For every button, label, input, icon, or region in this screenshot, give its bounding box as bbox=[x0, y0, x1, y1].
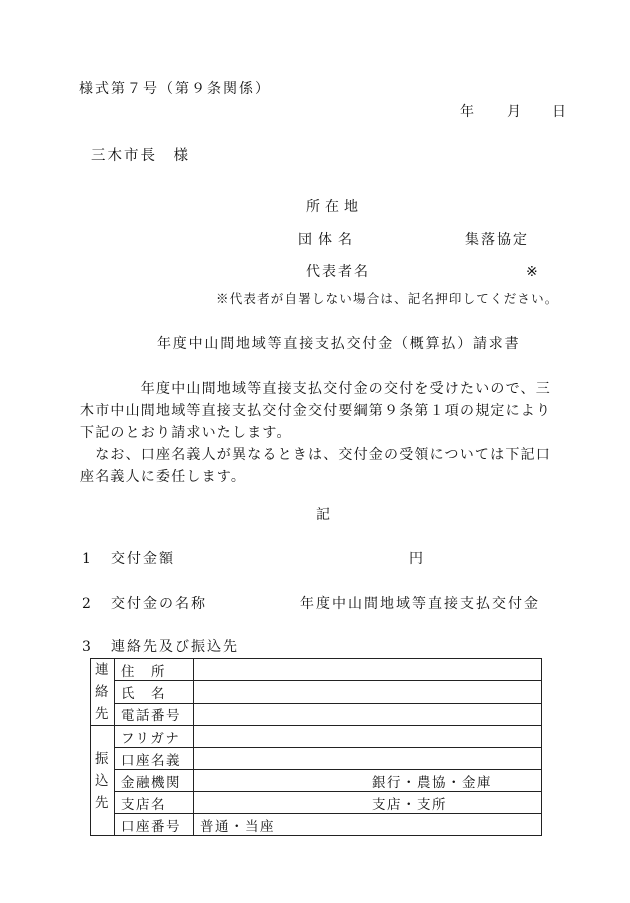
body-paragraph-2: なお、口座名義人が異なるときは、交付金の受領については下記口座名義人に委任します。 bbox=[80, 447, 551, 485]
item-2-number: 2 bbox=[82, 596, 91, 612]
representative-label: 代表者名 bbox=[306, 264, 370, 280]
account-type: 普通・当座 bbox=[200, 818, 275, 835]
contact-name-field[interactable] bbox=[194, 681, 542, 703]
document-title: 年度中山間地域等直接支払交付金（概算払）請求書 bbox=[157, 336, 521, 352]
table-row bbox=[91, 726, 542, 748]
furigana-label: フリガナ bbox=[115, 726, 194, 748]
date-month: 月 bbox=[507, 104, 521, 120]
body-paragraph-1: 年度中山間地域等直接支払交付金の交付を受けたいので、三木市中山間地域等直接支払交付金交付要綱第９条第１項の規定により下記のとおり請求いたします。 bbox=[80, 381, 552, 441]
item-3-label: 連絡先及び振込先 bbox=[111, 639, 239, 655]
financial-institution-type: 銀行・農協・金庫 bbox=[372, 774, 492, 791]
item-2-label: 交付金の名称 bbox=[111, 596, 207, 612]
contact-phone-label: 電話番号 bbox=[115, 703, 194, 725]
item-2-value: 年度中山間地域等直接支払交付金 bbox=[300, 596, 540, 612]
group-name-label: 団体名 bbox=[298, 232, 358, 248]
account-holder-label: 口座名義 bbox=[115, 748, 194, 770]
account-holder-field[interactable] bbox=[194, 748, 542, 770]
contact-phone-field[interactable] bbox=[194, 703, 542, 725]
item-1-value: 円 bbox=[409, 551, 423, 567]
branch-label: 支店名 bbox=[115, 792, 194, 814]
seal-mark: ※ bbox=[526, 264, 538, 280]
branch-type: 支店・支所 bbox=[372, 796, 447, 813]
signature-note: ※代表者が自署しない場合は、記名押印してください。 bbox=[216, 291, 559, 306]
contact-transfer-table bbox=[90, 658, 542, 836]
account-number-field[interactable] bbox=[194, 814, 542, 836]
date-day: 日 bbox=[552, 104, 566, 120]
transfer-group-label: 振込先 bbox=[91, 726, 115, 836]
account-number-label: 口座番号 bbox=[115, 814, 194, 836]
contact-address-label: 住 所 bbox=[115, 659, 194, 681]
table-row bbox=[91, 748, 542, 770]
item-1-label: 交付金額 bbox=[111, 551, 175, 567]
table-row bbox=[91, 703, 542, 725]
location-label: 所在地 bbox=[306, 199, 363, 215]
ki-mark: 記 bbox=[316, 507, 330, 523]
table-row bbox=[91, 814, 542, 836]
contact-address-field[interactable] bbox=[194, 659, 542, 681]
furigana-field[interactable] bbox=[194, 726, 542, 748]
group-name-value: 集落協定 bbox=[465, 232, 529, 248]
item-3-number: 3 bbox=[82, 639, 91, 655]
date-year: 年 bbox=[460, 104, 474, 120]
addressee: 三木市長 様 bbox=[91, 148, 190, 164]
table-row bbox=[91, 681, 542, 703]
financial-institution-label: 金融機関 bbox=[115, 770, 194, 792]
table-row bbox=[91, 792, 542, 814]
form-number: 様式第７号（第９条関係） bbox=[79, 81, 271, 97]
branch-field[interactable] bbox=[194, 792, 542, 814]
table-row bbox=[91, 659, 542, 681]
contact-group-label: 連絡先 bbox=[91, 659, 115, 726]
contact-name-label: 氏 名 bbox=[115, 681, 194, 703]
item-1-number: 1 bbox=[82, 551, 91, 567]
table-row bbox=[91, 770, 542, 792]
financial-institution-field[interactable] bbox=[194, 770, 542, 792]
